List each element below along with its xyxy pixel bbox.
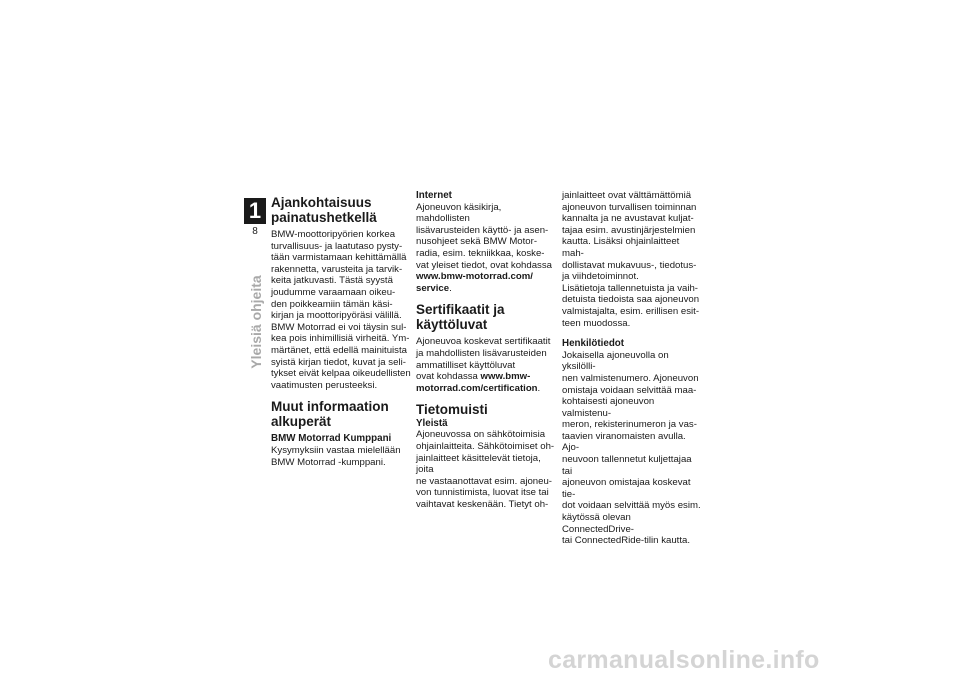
paragraph-ohjainlaitteet (562, 190, 702, 329)
paragraph-henkilotiedot (562, 350, 702, 547)
text-line: vat yleiset tiedot, ovat kohdassa (416, 259, 552, 271)
text-line: vaatimusten perusteeksi. (271, 379, 378, 391)
text-line: tään varmistamaan kehittämällä (271, 252, 407, 264)
heading-line: alkuperät (271, 413, 332, 429)
service-link[interactable] (416, 271, 533, 294)
text-line: neuvoon tallennetut kuljettajaa tai (562, 454, 692, 477)
text-line: Kysymyksiin vastaa mielellään (271, 444, 401, 456)
heading-line: käyttöluvat (416, 316, 488, 332)
text-line: ja mahdollisten lisävarusteiden (416, 347, 547, 359)
heading-ajankohtaisuus (271, 196, 411, 225)
text-line: Ajoneuvoa koskevat sertifikaatit (416, 336, 551, 348)
heading-muut-informaation (271, 400, 411, 429)
heading-line: painatushetkellä (271, 209, 377, 225)
text-line: jainlaitteet käsittelevät tietoja, joita (416, 452, 541, 476)
subheading-internet: Internet (416, 190, 452, 201)
text-line: radia, esim. tekniikkaa, koske- (416, 247, 545, 259)
text-line: Jokaisella ajoneuvolla on yksilölli- (562, 349, 669, 373)
text-line: Ajoneuvossa on sähkötoimisia (416, 429, 546, 441)
text-line: kohtaisesti ajoneuvon valmistenu- (562, 396, 655, 419)
text-line: tykset eivät kelpaa oikeudellisten (271, 368, 411, 380)
text-line: den poikkeamiin tämän käsi- (271, 298, 393, 310)
text-line: von tunnistimista, luovat itse tai (416, 487, 549, 499)
spacer (562, 329, 702, 338)
text-line: nusohjeet sekä BMW Motor- (416, 236, 538, 248)
text-line: käytössä olevan ConnectedDrive- (562, 512, 634, 535)
chapter-number: 1 (244, 198, 266, 224)
text-line: keita jatkuvasti. Tästä syystä (271, 275, 393, 287)
heading-line: Sertifikaatit ja (416, 302, 505, 318)
text-line: taavien viranomaisten avulla. Ajo- (562, 430, 686, 454)
text-line: ajoneuvon turvallisen toiminnan (562, 201, 697, 213)
text-line: detuista tiedoista saa ajoneuvon (562, 294, 700, 306)
text-line: rakennetta, varusteita ja tarvik- (271, 263, 403, 275)
text-line: teen muodossa. (562, 317, 631, 329)
punctuation: . (537, 382, 541, 394)
text-line: BMW Motorrad ei voi täysin sul- (271, 321, 407, 333)
subheading-yleista: Yleistä (416, 417, 448, 429)
text-line: omistaja voidaan selvittää maa- (562, 384, 697, 396)
text-line: Lisätietoja tallennetuista ja vaih- (562, 282, 698, 294)
text-line: ajoneuvon omistajaa koskevat tie- (562, 477, 691, 500)
text-line: BMW Motorrad -kumppani. (271, 456, 386, 468)
text-line: kannalta ja ne avustavat kuljat- (562, 213, 694, 225)
text-line: kea pois inhimillisiä virheitä. Ym- (271, 333, 410, 345)
paragraph-sertifikaatit (416, 336, 556, 394)
text-line: meron, rekisterinumeron ja vas- (562, 419, 697, 431)
text-line: ne vastaanottavat esim. ajoneu- (416, 475, 552, 487)
text-line: ammatilliset käyttöluvat (416, 359, 516, 371)
chapter-title-text: Yleisiä ohjeita (248, 275, 264, 369)
text-line: joudumme varaamaan oikeu- (271, 286, 396, 298)
text-line: ovat kohdassa (416, 371, 481, 383)
paragraph-ajankohtaisuus (271, 229, 411, 391)
text-line: Ajoneuvon käsikirja, mahdollisten (416, 201, 502, 225)
page-number: 8 (252, 226, 258, 237)
column-3 (562, 190, 702, 547)
chapter-side-title (246, 272, 266, 372)
text-line: turvallisuus- ja laatutaso pysty- (271, 240, 403, 252)
text-line: BMW-moottoripyörien korkea (271, 229, 396, 240)
text-line: ja viihdetoiminnot. (562, 271, 639, 283)
paragraph-internet (416, 202, 556, 295)
text-line: tai ConnectedRide-tilin kautta. (562, 535, 690, 547)
watermark: carmanualsonline.info (548, 646, 820, 674)
heading-sertifikaatit (416, 303, 556, 332)
heading-line: Muut informaation (271, 399, 389, 415)
text-line: märtänet, että edellä mainituista (271, 344, 407, 356)
text-line: valmistajalta, esim. erillisen esit- (562, 305, 700, 317)
column-1 (271, 196, 411, 468)
link-line[interactable]: www.bmw-motorrad.com/ (416, 271, 533, 283)
text-line: ohjainlaitteita. Sähkötoimiset oh- (416, 441, 555, 452)
link-line[interactable]: motorrad.com/certification (416, 382, 538, 394)
link-line[interactable]: service (416, 282, 450, 294)
text-line: lisävarusteiden käyttö- ja asen- (416, 224, 549, 236)
text-line: nen valmistenumero. Ajoneuvon (562, 372, 699, 384)
subheading-kumppani: BMW Motorrad Kumppani (271, 433, 392, 445)
heading-tietomuisti: Tietomuisti (416, 402, 488, 418)
text-line: tajaa esim. avustinjärjestelmien (562, 224, 696, 236)
paragraph-kumppani (271, 445, 411, 468)
column-2 (416, 190, 556, 511)
punctuation: . (449, 282, 452, 294)
subheading-henkilotiedot: Henkilötiedot (562, 338, 625, 350)
text-line: kautta. Lisäksi ohjainlaitteet mah- (562, 236, 680, 259)
text-line: vaihtavat keskenään. Tietyt oh- (416, 498, 549, 510)
text-line: dollistavat mukavuus-, tiedotus- (562, 259, 697, 271)
text-line: kirjan ja moottoripyöräsi välillä. (271, 310, 402, 322)
paragraph-yleista (416, 429, 556, 510)
text-line: syistä kirjan tiedot, kuvat ja seli- (271, 356, 406, 368)
link-line[interactable]: www.bmw- (480, 371, 531, 383)
text-line: dot voidaan selvittää myös esim. (562, 500, 701, 512)
heading-line: Ajankohtaisuus (271, 195, 372, 210)
text-line: jainlaitteet ovat välttämättömiä (562, 190, 692, 201)
